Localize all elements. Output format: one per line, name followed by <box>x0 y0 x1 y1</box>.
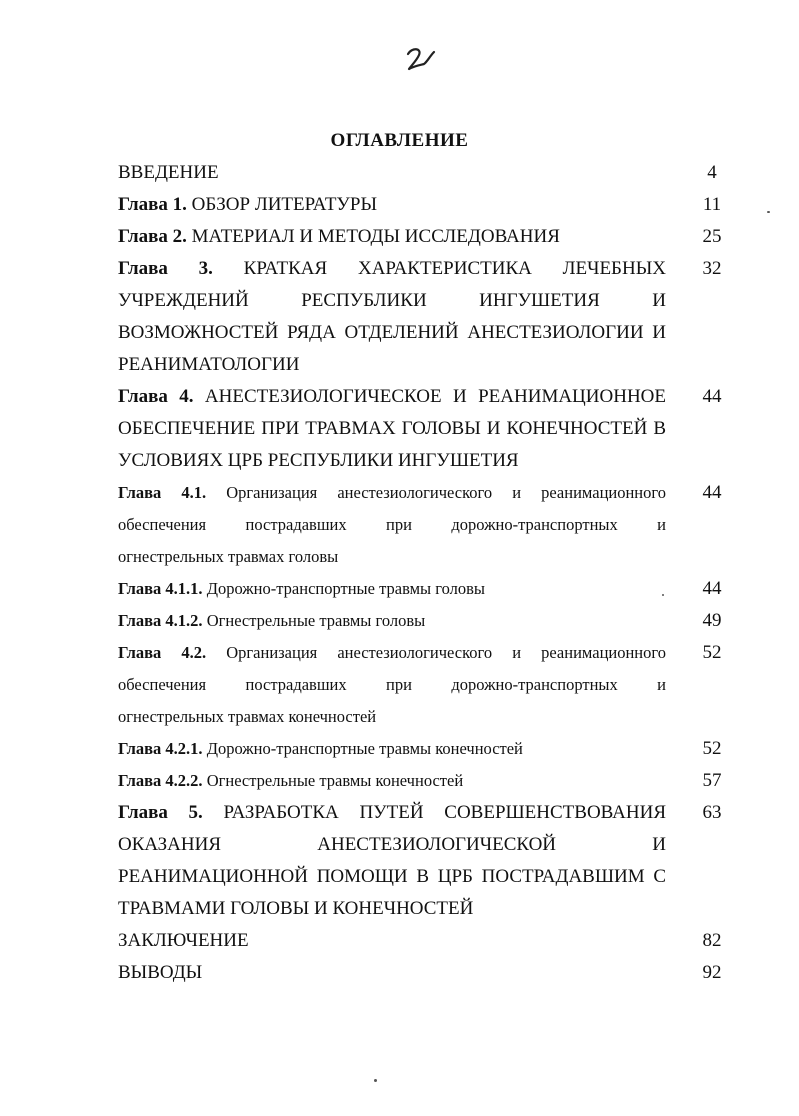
entry-line: обеспечения пострадавших при дорожно-транспортных и <box>118 675 666 694</box>
toc-title: ОГЛАВЛЕНИЕ <box>330 130 469 151</box>
handwritten-page-number <box>402 44 438 74</box>
scan-speck <box>767 211 770 213</box>
toc-entry-chapter-1[interactable] <box>118 189 666 221</box>
page-number: 63 <box>702 802 722 823</box>
toc-entry-chapter-4[interactable] <box>118 381 666 477</box>
chapter-label: Глава 4.2.1. <box>118 739 203 758</box>
entry-line: ВОЗМОЖНОСТЕЙ РЯДА ОТДЕЛЕНИЙ АНЕСТЕЗИОЛОГИИ И <box>118 322 666 343</box>
entry-line: Огнестрельные травмы конечностей <box>202 771 464 790</box>
entry-line: ОБЕСПЕЧЕНИЕ ПРИ ТРАВМАХ ГОЛОВЫ И КОНЕЧНОСТЕЙ В <box>118 418 666 439</box>
chapter-label: Глава 4.1. <box>118 483 207 502</box>
entry-line: Огнестрельные травмы головы <box>202 611 426 630</box>
entry-line: УСЛОВИЯХ ЦРБ РЕСПУБЛИКИ ИНГУШЕТИЯ <box>118 450 519 471</box>
chapter-label: Глава 2. <box>118 226 187 247</box>
page-number: 4 <box>707 162 717 183</box>
page-number: 92 <box>702 962 722 983</box>
page-number: 11 <box>702 194 722 215</box>
entry-line: огнестрельных травмах головы <box>118 547 339 566</box>
chapter-label: Глава 4.1.2. <box>118 611 203 630</box>
toc-entry-chapter-5[interactable] <box>118 797 666 925</box>
toc-entry-chapter-4-2[interactable] <box>118 637 666 733</box>
chapter-label: Глава 1. <box>118 194 187 215</box>
toc-entry-chapter-4-2-2[interactable] <box>118 765 666 797</box>
toc-entry-findings[interactable] <box>118 957 666 989</box>
toc-entry-chapter-4-1-1[interactable] <box>118 573 666 605</box>
chapter-label: Глава 5. <box>118 802 203 823</box>
scan-speck <box>374 1079 377 1082</box>
page-number: 44 <box>702 482 722 503</box>
entry-line: УЧРЕЖДЕНИЙ РЕСПУБЛИКИ ИНГУШЕТИЯ И <box>118 290 666 311</box>
entry-line: ОКАЗАНИЯ АНЕСТЕЗИОЛОГИЧЕСКОЙ И <box>118 834 666 855</box>
entry-line: обеспечения пострадавших при дорожно-транспортных и <box>118 515 666 534</box>
entry-line: РЕАНИМАТОЛОГИИ <box>118 354 300 375</box>
entry-line: огнестрельных травмах конечностей <box>118 707 377 726</box>
chapter-label: Глава 4. <box>118 386 194 407</box>
chapter-label: Глава 4.2. <box>118 643 207 662</box>
entry-line: МАТЕРИАЛ И МЕТОДЫ ИССЛЕДОВАНИЯ <box>186 226 560 247</box>
toc-entry-conclusion[interactable] <box>118 925 666 957</box>
toc-entry-chapter-4-1[interactable] <box>118 477 666 573</box>
entry-line: Дорожно-транспортные травмы головы <box>202 579 485 598</box>
toc-entry-chapter-3[interactable] <box>118 253 666 381</box>
chapter-label: Глава 3. <box>118 258 213 279</box>
entry-line: ЗАКЛЮЧЕНИЕ <box>118 930 249 951</box>
entry-line: РЕАНИМАЦИОННОЙ ПОМОЩИ В ЦРБ ПОСТРАДАВШИМ С <box>118 866 666 887</box>
page-number: 32 <box>702 258 722 279</box>
entry-line: РАЗРАБОТКА ПУТЕЙ СОВЕРШЕНСТВОВАНИЯ <box>202 802 666 823</box>
toc-entry-chapter-4-2-1[interactable] <box>118 733 666 765</box>
entry-line: ВЫВОДЫ <box>118 962 203 983</box>
entry-line: ОБЗОР ЛИТЕРАТУРЫ <box>186 194 378 215</box>
page-number: 49 <box>702 610 722 631</box>
page-number: 52 <box>702 738 722 759</box>
toc-entry-chapter-4-1-2[interactable] <box>118 605 666 637</box>
entry-line: Организация анестезиологического и реанимационного <box>206 643 666 662</box>
entry-line: КРАТКАЯ ХАРАКТЕРИСТИКА ЛЕЧЕБНЫХ <box>212 258 666 279</box>
entry-line: ВВЕДЕНИЕ <box>118 162 219 183</box>
toc-entry-chapter-2[interactable] <box>118 221 666 253</box>
toc-entry-introduction[interactable] <box>118 157 666 189</box>
entry-line: ТРАВМАМИ ГОЛОВЫ И КОНЕЧНОСТЕЙ <box>118 898 474 919</box>
page-number: 52 <box>702 642 722 663</box>
chapter-label: Глава 4.2.2. <box>118 771 203 790</box>
entry-line: АНЕСТЕЗИОЛОГИЧЕСКОЕ И РЕАНИМАЦИОННОЕ <box>193 386 666 407</box>
page-number: 44 <box>702 386 722 407</box>
page-number: 82 <box>702 930 722 951</box>
page-number: 57 <box>702 770 722 791</box>
chapter-label: Глава 4.1.1. <box>118 579 203 598</box>
page-number: 44 <box>702 578 722 599</box>
entry-line: Дорожно-транспортные травмы конечностей <box>202 739 523 758</box>
scan-speck <box>662 594 664 596</box>
entry-line: Организация анестезиологического и реанимационного <box>206 483 666 502</box>
page-number: 25 <box>702 226 722 247</box>
